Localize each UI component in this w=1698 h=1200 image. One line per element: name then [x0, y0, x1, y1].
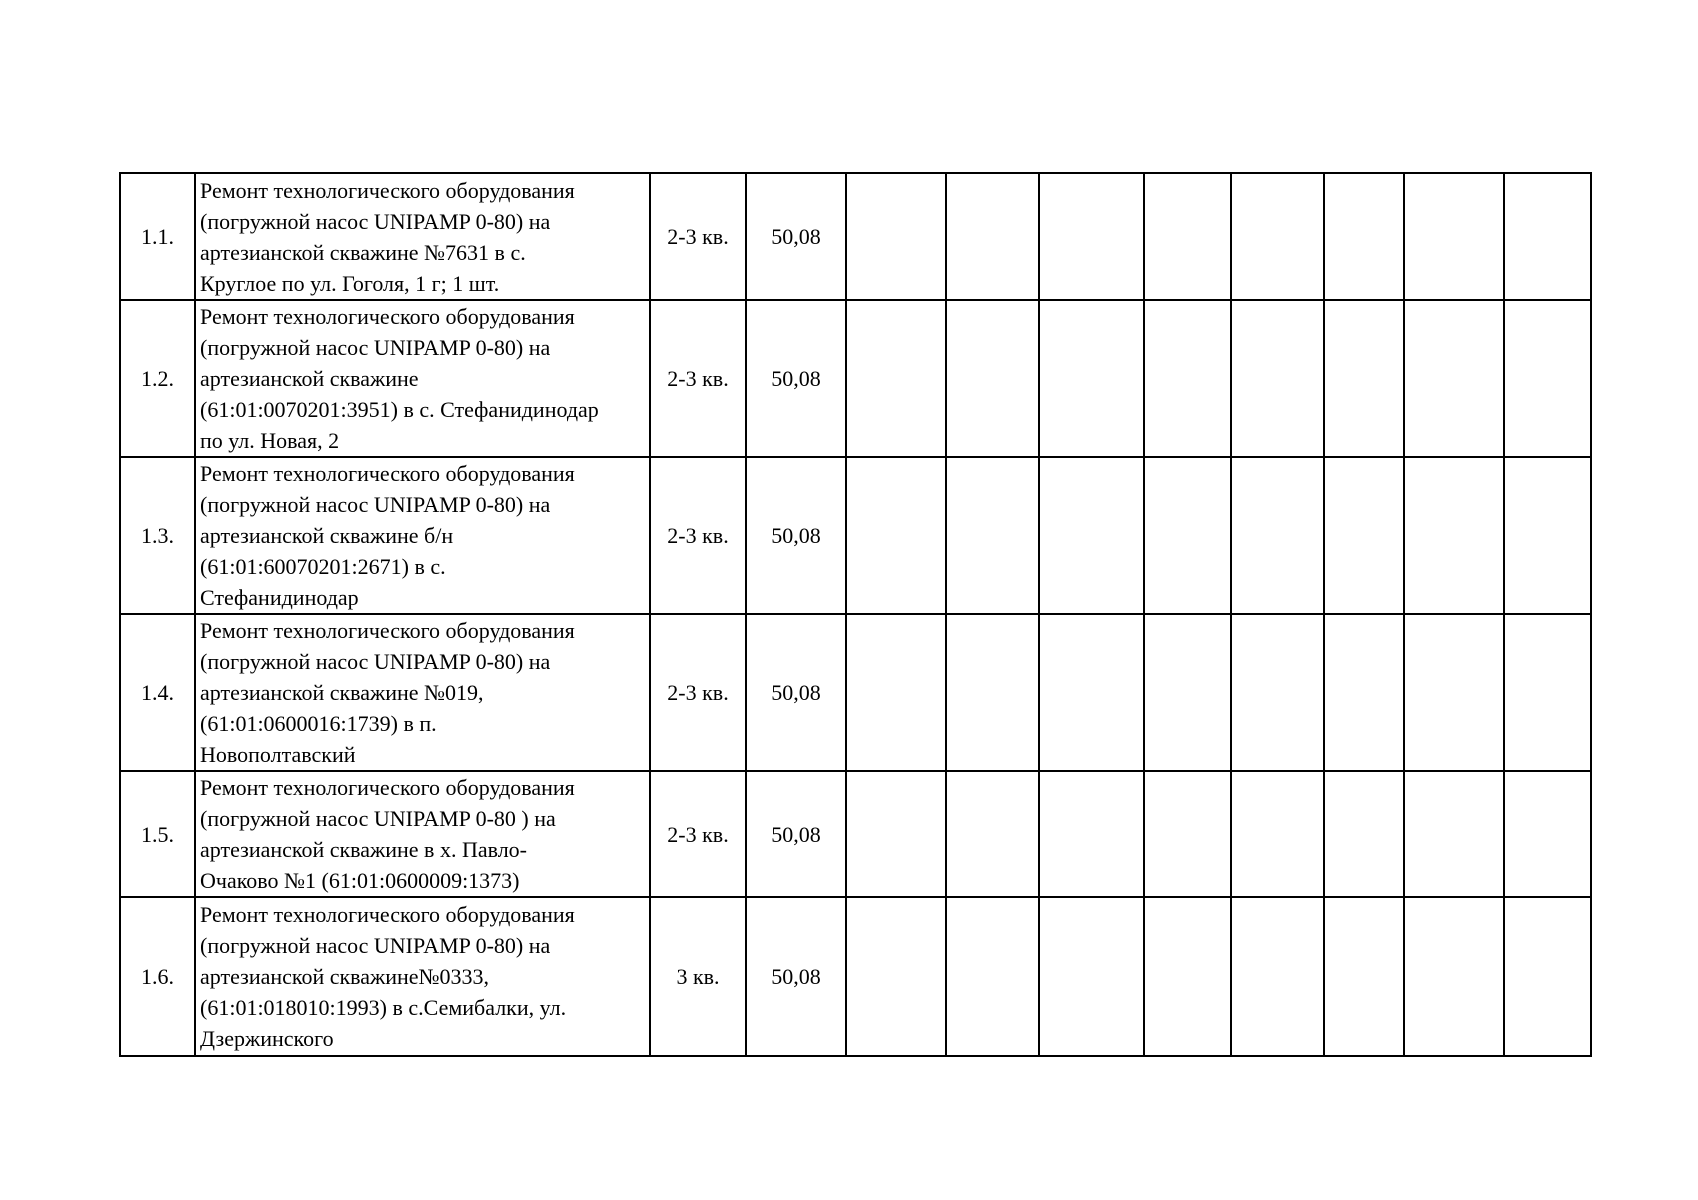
empty-cell — [1144, 300, 1231, 457]
empty-cell — [1404, 300, 1504, 457]
table-row — [120, 614, 1591, 771]
empty-cell — [946, 897, 1039, 1056]
empty-cell — [846, 771, 946, 897]
empty-cell — [1039, 173, 1144, 300]
table-row — [120, 300, 1591, 457]
table-row — [120, 897, 1591, 1056]
empty-cell — [1324, 300, 1404, 457]
row-number: 1.1. — [120, 173, 195, 300]
works-table — [119, 172, 1592, 1057]
work-description: Ремонт технологического оборудования (погружной насос UNIPAMP 0-80) на артезианской скважине (61:01:0070201:3951) в с. Стефанидинодар по ул. Новая, 2 — [195, 300, 650, 457]
work-period: 2-3 кв. — [650, 300, 746, 457]
work-description: Ремонт технологического оборудования (погружной насос UNIPAMP 0-80) на артезианской скважине№0333, (61:01:018010:1993) в с.Семибалки, ул. Дзержинского — [195, 897, 650, 1056]
empty-cell — [1231, 300, 1324, 457]
empty-cell — [1039, 300, 1144, 457]
empty-cell — [846, 457, 946, 614]
empty-cell — [1504, 614, 1591, 771]
row-number: 1.5. — [120, 771, 195, 897]
empty-cell — [1404, 897, 1504, 1056]
empty-cell — [846, 300, 946, 457]
empty-cell — [946, 457, 1039, 614]
empty-cell — [1324, 771, 1404, 897]
work-description: Ремонт технологического оборудования (погружной насос UNIPAMP 0-80 ) на артезианской скважине в х. Павло- Очаково №1 (61:01:0600009:1373) — [195, 771, 650, 897]
empty-cell — [1231, 173, 1324, 300]
empty-cell — [1504, 771, 1591, 897]
work-amount: 50,08 — [746, 173, 846, 300]
empty-cell — [1404, 457, 1504, 614]
table-row — [120, 771, 1591, 897]
empty-cell — [1324, 614, 1404, 771]
table-row — [120, 457, 1591, 614]
row-number: 1.4. — [120, 614, 195, 771]
empty-cell — [1404, 173, 1504, 300]
empty-cell — [846, 897, 946, 1056]
empty-cell — [1144, 897, 1231, 1056]
row-number: 1.6. — [120, 897, 195, 1056]
empty-cell — [1144, 771, 1231, 897]
empty-cell — [846, 173, 946, 300]
empty-cell — [1231, 771, 1324, 897]
empty-cell — [1039, 897, 1144, 1056]
empty-cell — [1324, 457, 1404, 614]
work-description: Ремонт технологического оборудования (погружной насос UNIPAMP 0-80) на артезианской скважине б/н (61:01:60070201:2671) в с. Стефанидинодар — [195, 457, 650, 614]
table-row — [120, 173, 1591, 300]
work-amount: 50,08 — [746, 300, 846, 457]
empty-cell — [1404, 771, 1504, 897]
empty-cell — [1504, 897, 1591, 1056]
work-period: 2-3 кв. — [650, 457, 746, 614]
empty-cell — [1504, 173, 1591, 300]
row-number: 1.3. — [120, 457, 195, 614]
empty-cell — [946, 614, 1039, 771]
empty-cell — [1039, 614, 1144, 771]
work-period: 2-3 кв. — [650, 173, 746, 300]
work-period: 2-3 кв. — [650, 771, 746, 897]
row-number: 1.2. — [120, 300, 195, 457]
work-description: Ремонт технологического оборудования (погружной насос UNIPAMP 0-80) на артезианской скважине №019, (61:01:0600016:1739) в п. Новополтавский — [195, 614, 650, 771]
empty-cell — [1231, 457, 1324, 614]
empty-cell — [1324, 897, 1404, 1056]
empty-cell — [1231, 614, 1324, 771]
empty-cell — [1039, 771, 1144, 897]
empty-cell — [846, 614, 946, 771]
work-period: 2-3 кв. — [650, 614, 746, 771]
empty-cell — [946, 771, 1039, 897]
empty-cell — [1324, 173, 1404, 300]
work-amount: 50,08 — [746, 897, 846, 1056]
empty-cell — [1144, 457, 1231, 614]
work-description: Ремонт технологического оборудования (погружной насос UNIPAMP 0-80) на артезианской скважине №7631 в с. Круглое по ул. Гоголя, 1 г; 1 шт. — [195, 173, 650, 300]
work-amount: 50,08 — [746, 457, 846, 614]
empty-cell — [1039, 457, 1144, 614]
empty-cell — [1144, 614, 1231, 771]
empty-cell — [946, 173, 1039, 300]
empty-cell — [1144, 173, 1231, 300]
empty-cell — [946, 300, 1039, 457]
empty-cell — [1404, 614, 1504, 771]
empty-cell — [1231, 897, 1324, 1056]
work-amount: 50,08 — [746, 771, 846, 897]
empty-cell — [1504, 457, 1591, 614]
work-period: 3 кв. — [650, 897, 746, 1056]
work-amount: 50,08 — [746, 614, 846, 771]
empty-cell — [1504, 300, 1591, 457]
